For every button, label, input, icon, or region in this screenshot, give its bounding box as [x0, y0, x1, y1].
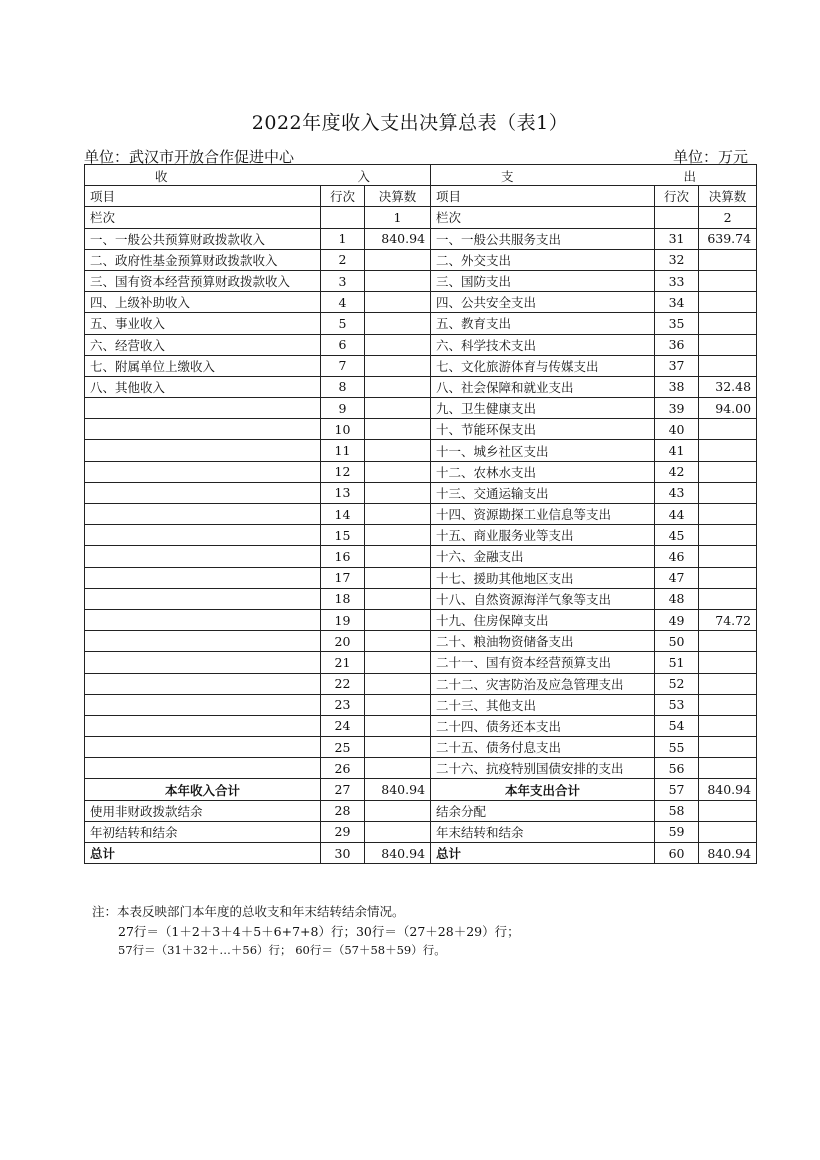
income-item-cell — [85, 567, 321, 588]
table-row — [85, 737, 757, 758]
expense-item-cell: 二十五、债务付息支出 — [431, 737, 655, 758]
expense-item-cell: 二十六、抗疫特别国债安排的支出 — [431, 758, 655, 779]
table-row — [85, 228, 757, 249]
income-amount-cell — [365, 800, 431, 821]
table-row — [85, 715, 757, 736]
expense-item-cell: 本年支出合计 — [431, 779, 655, 800]
expense-item-cell: 二、外交支出 — [431, 249, 655, 270]
income-amount-cell — [365, 631, 431, 652]
expense-line-cell: 33 — [655, 270, 699, 291]
income-amount-header: 决算数 — [365, 186, 431, 207]
income-line-cell: 10 — [321, 419, 365, 440]
expense-line-cell: 50 — [655, 631, 699, 652]
income-amount-cell — [365, 673, 431, 694]
income-line-cell: 12 — [321, 461, 365, 482]
income-item-cell: 年初结转和结余 — [85, 821, 321, 842]
income-amount-cell — [365, 355, 431, 376]
table-row — [85, 673, 757, 694]
expense-amount-cell — [699, 525, 757, 546]
income-amount-cell — [365, 461, 431, 482]
expense-amount-cell — [699, 652, 757, 673]
income-item-cell — [85, 440, 321, 461]
expense-amount-cell — [699, 270, 757, 291]
expense-amount-cell — [699, 355, 757, 376]
income-item-cell — [85, 525, 321, 546]
table-row — [85, 758, 757, 779]
expense-item-cell: 十五、商业服务业等支出 — [431, 525, 655, 546]
income-item-cell: 五、事业收入 — [85, 313, 321, 334]
note-line-1: 注：本表反映部门本年度的总收支和年末结转结余情况。 — [92, 904, 405, 919]
expense-line-cell: 46 — [655, 546, 699, 567]
income-line-cell: 8 — [321, 376, 365, 397]
expense-line-cell: 60 — [655, 843, 699, 864]
income-amount-cell: 840.94 — [365, 228, 431, 249]
expense-line-cell: 51 — [655, 652, 699, 673]
expense-line-cell: 41 — [655, 440, 699, 461]
income-item-cell: 总计 — [85, 843, 321, 864]
expense-line-cell: 52 — [655, 673, 699, 694]
column-index-label: 栏次 — [431, 207, 655, 228]
expense-amount-cell: 32.48 — [699, 376, 757, 397]
page-title: 2022年度收入支出决算总表（表1） — [251, 112, 569, 134]
expense-section-header: 支 出 — [431, 165, 757, 186]
income-amount-cell — [365, 821, 431, 842]
column-header-row — [85, 186, 757, 207]
expense-amount-cell — [699, 758, 757, 779]
note-line-2: 27行＝（1＋2＋3＋4＋5＋6+7+8）行；30行＝（27＋28＋29）行； — [118, 924, 520, 939]
income-line-cell: 23 — [321, 694, 365, 715]
expense-item-cell: 十六、金融支出 — [431, 546, 655, 567]
expense-amount-cell — [699, 821, 757, 842]
expense-item-cell: 二十四、债务还本支出 — [431, 715, 655, 736]
expense-amount-cell — [699, 482, 757, 503]
expense-line-cell: 42 — [655, 461, 699, 482]
table-row — [85, 482, 757, 503]
income-item-cell — [85, 631, 321, 652]
budget-summary-table — [84, 164, 757, 864]
expense-amount-cell: 840.94 — [699, 843, 757, 864]
table-row — [85, 546, 757, 567]
expense-line-cell: 32 — [655, 249, 699, 270]
income-amount-cell — [365, 440, 431, 461]
income-line-cell: 25 — [321, 737, 365, 758]
table-row — [85, 609, 757, 630]
expense-line-cell: 48 — [655, 588, 699, 609]
expense-item-cell: 十二、农林水支出 — [431, 461, 655, 482]
expense-line-cell: 47 — [655, 567, 699, 588]
expense-line-cell: 57 — [655, 779, 699, 800]
income-line-cell: 9 — [321, 398, 365, 419]
expense-amount-cell — [699, 673, 757, 694]
expense-amount-cell — [699, 292, 757, 313]
expense-amount-cell — [699, 249, 757, 270]
expense-amount-cell — [699, 567, 757, 588]
income-line-cell: 24 — [321, 715, 365, 736]
expense-amount-cell — [699, 313, 757, 334]
table-row — [85, 567, 757, 588]
expense-item-cell: 结余分配 — [431, 800, 655, 821]
expense-line-cell: 44 — [655, 504, 699, 525]
income-amount-cell — [365, 758, 431, 779]
income-amount-cell: 840.94 — [365, 843, 431, 864]
income-line-header: 行次 — [321, 186, 365, 207]
income-item-cell: 使用非财政拨款结余 — [85, 800, 321, 821]
table-row — [85, 249, 757, 270]
expense-amount-cell — [699, 546, 757, 567]
column-index-label: 栏次 — [85, 207, 321, 228]
income-amount-cell — [365, 525, 431, 546]
income-item-cell — [85, 609, 321, 630]
income-amount-cell — [365, 249, 431, 270]
expense-line-cell: 31 — [655, 228, 699, 249]
expense-amount-cell — [699, 461, 757, 482]
expense-line-cell: 59 — [655, 821, 699, 842]
expense-item-cell: 二十、粮油物资储备支出 — [431, 631, 655, 652]
expense-item-cell: 三、国防支出 — [431, 270, 655, 291]
expense-item-cell: 十一、城乡社区支出 — [431, 440, 655, 461]
table-row — [85, 292, 757, 313]
table-row — [85, 419, 757, 440]
income-item-cell — [85, 694, 321, 715]
expense-line-cell: 58 — [655, 800, 699, 821]
expense-item-cell: 二十三、其他支出 — [431, 694, 655, 715]
income-line-cell: 1 — [321, 228, 365, 249]
expense-item-cell: 五、教育支出 — [431, 313, 655, 334]
table-row — [85, 398, 757, 419]
income-line-cell: 7 — [321, 355, 365, 376]
currency-unit: 单位：万元 — [672, 148, 748, 166]
income-item-cell: 七、附属单位上缴收入 — [85, 355, 321, 376]
income-item-cell: 一、一般公共预算财政拨款收入 — [85, 228, 321, 249]
expense-line-cell: 37 — [655, 355, 699, 376]
income-item-cell: 三、国有资本经营预算财政拨款收入 — [85, 270, 321, 291]
expense-line-cell: 43 — [655, 482, 699, 503]
expense-amount-cell — [699, 334, 757, 355]
income-line-cell: 5 — [321, 313, 365, 334]
income-line-cell: 22 — [321, 673, 365, 694]
income-amount-cell — [365, 694, 431, 715]
expense-item-cell: 年末结转和结余 — [431, 821, 655, 842]
income-item-cell: 四、上级补助收入 — [85, 292, 321, 313]
table-row — [85, 843, 757, 864]
income-item-cell — [85, 715, 321, 736]
expense-amount-cell — [699, 800, 757, 821]
income-amount-cell — [365, 313, 431, 334]
expense-item-cell: 二十一、国有资本经营预算支出 — [431, 652, 655, 673]
income-line-cell: 3 — [321, 270, 365, 291]
income-amount-cell — [365, 270, 431, 291]
income-item-cell: 八、其他收入 — [85, 376, 321, 397]
column-index-row — [85, 207, 757, 228]
expense-amount-cell — [699, 419, 757, 440]
income-line-cell: 17 — [321, 567, 365, 588]
expense-item-cell: 九、卫生健康支出 — [431, 398, 655, 419]
income-amount-cell: 840.94 — [365, 779, 431, 800]
expense-line-cell: 49 — [655, 609, 699, 630]
expense-item-cell: 十九、住房保障支出 — [431, 609, 655, 630]
table-row — [85, 313, 757, 334]
income-item-cell — [85, 419, 321, 440]
expense-item-cell: 十、节能环保支出 — [431, 419, 655, 440]
table-row — [85, 504, 757, 525]
table-row — [85, 355, 757, 376]
income-amount-cell — [365, 504, 431, 525]
expense-item-header: 项目 — [431, 186, 655, 207]
income-line-cell: 4 — [321, 292, 365, 313]
income-line-cell: 15 — [321, 525, 365, 546]
expense-item-cell: 十四、资源勘探工业信息等支出 — [431, 504, 655, 525]
income-item-cell — [85, 652, 321, 673]
expense-line-cell: 54 — [655, 715, 699, 736]
income-amount-cell — [365, 546, 431, 567]
table-row — [85, 694, 757, 715]
expense-amount-cell — [699, 504, 757, 525]
income-amount-cell — [365, 737, 431, 758]
expense-line-cell: 36 — [655, 334, 699, 355]
expense-line-cell: 53 — [655, 694, 699, 715]
expense-item-cell: 十八、自然资源海洋气象等支出 — [431, 588, 655, 609]
income-line-cell: 19 — [321, 609, 365, 630]
expense-line-cell: 38 — [655, 376, 699, 397]
expense-item-cell: 四、公共安全支出 — [431, 292, 655, 313]
organization-unit: 单位：武汉市开放合作促进中心 — [84, 148, 295, 166]
expense-amount-cell — [699, 737, 757, 758]
expense-item-cell: 二十二、灾害防治及应急管理支出 — [431, 673, 655, 694]
income-line-cell: 14 — [321, 504, 365, 525]
expense-line-cell: 35 — [655, 313, 699, 334]
expense-amount-cell — [699, 440, 757, 461]
income-item-cell — [85, 546, 321, 567]
table-row — [85, 525, 757, 546]
income-line-cell: 20 — [321, 631, 365, 652]
income-line-cell: 18 — [321, 588, 365, 609]
income-line-cell: 29 — [321, 821, 365, 842]
income-item-cell — [85, 504, 321, 525]
income-line-cell: 16 — [321, 546, 365, 567]
income-item-cell — [85, 737, 321, 758]
income-line-cell: 13 — [321, 482, 365, 503]
expense-amount-cell — [699, 631, 757, 652]
expense-amount-header: 决算数 — [699, 186, 757, 207]
expense-amount-cell: 639.74 — [699, 228, 757, 249]
income-line-cell: 6 — [321, 334, 365, 355]
expense-line-cell: 56 — [655, 758, 699, 779]
income-item-cell — [85, 758, 321, 779]
income-line-cell: 27 — [321, 779, 365, 800]
expense-line-cell: 45 — [655, 525, 699, 546]
income-column-index: 1 — [365, 207, 431, 228]
expense-item-cell: 总计 — [431, 843, 655, 864]
income-item-cell: 本年收入合计 — [85, 779, 321, 800]
table-row — [85, 652, 757, 673]
income-item-cell: 二、政府性基金预算财政拨款收入 — [85, 249, 321, 270]
expense-item-cell: 一、一般公共服务支出 — [431, 228, 655, 249]
income-item-cell — [85, 461, 321, 482]
income-amount-cell — [365, 567, 431, 588]
table-row — [85, 631, 757, 652]
expense-item-cell: 十七、援助其他地区支出 — [431, 567, 655, 588]
income-line-cell: 21 — [321, 652, 365, 673]
expense-amount-cell — [699, 588, 757, 609]
income-item-cell — [85, 398, 321, 419]
table-row — [85, 588, 757, 609]
income-amount-cell — [365, 398, 431, 419]
income-amount-cell — [365, 419, 431, 440]
income-section-header: 收 入 — [85, 165, 431, 186]
income-item-cell: 六、经营收入 — [85, 334, 321, 355]
income-item-cell — [85, 673, 321, 694]
expense-item-cell: 八、社会保障和就业支出 — [431, 376, 655, 397]
expense-line-header: 行次 — [655, 186, 699, 207]
income-item-cell — [85, 588, 321, 609]
income-line-cell: 28 — [321, 800, 365, 821]
income-amount-cell — [365, 715, 431, 736]
income-line-cell: 11 — [321, 440, 365, 461]
income-amount-cell — [365, 588, 431, 609]
expense-item-cell: 十三、交通运输支出 — [431, 482, 655, 503]
income-line-cell: 2 — [321, 249, 365, 270]
expense-line-cell: 40 — [655, 419, 699, 440]
table-row — [85, 334, 757, 355]
expense-amount-cell: 94.00 — [699, 398, 757, 419]
income-item-header: 项目 — [85, 186, 321, 207]
expense-item-cell: 六、科学技术支出 — [431, 334, 655, 355]
note-line-3: 57行＝（31＋32＋…＋56）行； 60行＝（57＋58＋59）行。 — [118, 943, 446, 957]
table-row — [85, 821, 757, 842]
expense-amount-cell — [699, 694, 757, 715]
income-amount-cell — [365, 609, 431, 630]
expense-line-cell: 55 — [655, 737, 699, 758]
expense-line-cell: 39 — [655, 398, 699, 419]
expense-item-cell: 七、文化旅游体育与传媒支出 — [431, 355, 655, 376]
table-row — [85, 270, 757, 291]
income-amount-cell — [365, 376, 431, 397]
section-header-row — [85, 165, 757, 186]
expense-line-cell: 34 — [655, 292, 699, 313]
income-amount-cell — [365, 292, 431, 313]
expense-amount-cell — [699, 715, 757, 736]
expense-column-index: 2 — [699, 207, 757, 228]
table-row — [85, 779, 757, 800]
table-row — [85, 461, 757, 482]
income-amount-cell — [365, 482, 431, 503]
income-amount-cell — [365, 652, 431, 673]
income-item-cell — [85, 482, 321, 503]
income-line-cell: 30 — [321, 843, 365, 864]
expense-amount-cell: 840.94 — [699, 779, 757, 800]
income-line-cell: 26 — [321, 758, 365, 779]
income-amount-cell — [365, 334, 431, 355]
table-row — [85, 376, 757, 397]
table-row — [85, 800, 757, 821]
table-row — [85, 440, 757, 461]
expense-amount-cell: 74.72 — [699, 609, 757, 630]
